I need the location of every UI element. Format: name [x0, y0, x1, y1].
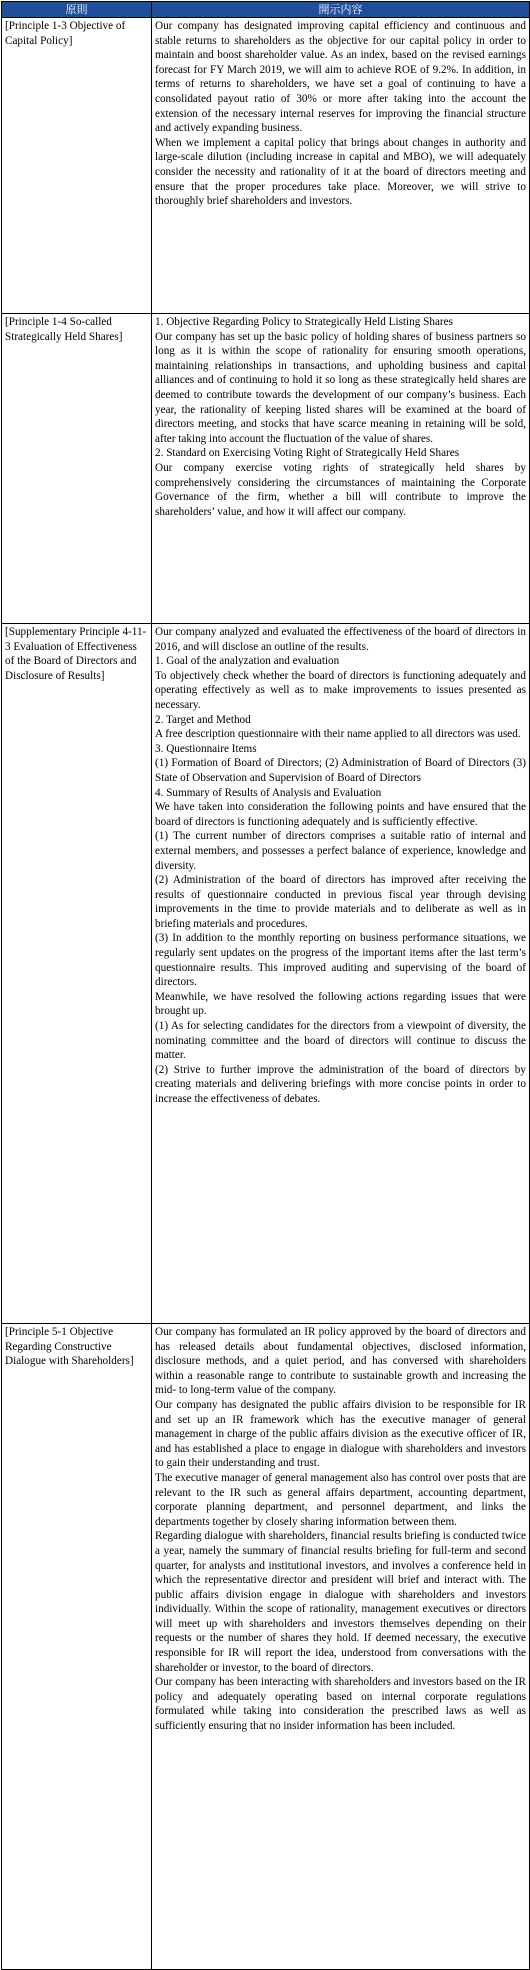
- disclosure-cell: [152, 624, 530, 1324]
- paragraph: (1) As for selecting candidates for the directors from a viewpoint of diversity, the nominating committee and the board of directors will continue to discuss the matter.: [155, 1020, 526, 1062]
- paragraph: A free description questionnaire with their name applied to all directors was used.: [155, 728, 521, 741]
- paragraph: Our company has designated the public affairs division to be responsible for IR and set up an IR framework which has the executive manager of general management in charge of the public affairs division as the executive officer of IR, and has established a place to engage in dialogue with shareholders and investors to gain their understanding and trust.: [155, 1398, 526, 1470]
- paragraph: Our company has designated improving capital efficiency and continuous and stable returns to shareholders as the objective for our capital policy in order to maintain and boost shareholder value. As an index, based on the revised earnings forecast for FY March 2019, we will aim to achieve ROE of 9.2%. In addition, in terms of returns to shareholders, we have set a goal of continuing to have a consolidated payout ratio of 30% or more after taking into the account the extension of the necessary internal reserves for improving the financial structure and actively expanding business.: [155, 20, 526, 135]
- paragraph: The executive manager of general management also has control over posts that are relevant to the IR such as general affairs department, accounting department, corporate planning department, and personnel department, and links the departments together by closely sharing information between them.: [155, 1471, 526, 1528]
- paragraph: Regarding dialogue with shareholders, financial results briefing is conducted twice a year, namely the summary of financial results briefing for full-term and second quarter, for analysts and institutional investors, and involves a conference held in which the representative director and president will brief and interact with. The public affairs division engage in dialogue with shareholders and investors individually. Within the scope of rationality, management executives or directors will meet up with shareholders and investors themselves depending on their requests or the number of shares they hold. If deemed necessary, the executive responsible for IR will report the idea, understood from conversations with the shareholder or investor, to the board of directors.: [155, 1530, 526, 1674]
- principle-cell: [Principle 1-3 Objective of Capital Policy]: [2, 18, 152, 314]
- paragraph: Our company analyzed and evaluated the effectiveness of the board of directors in 2016, and will disclose an outline of the results.: [155, 626, 526, 653]
- principle-cell: [Principle 1-4 So-called Strategically Held Shares]: [2, 314, 152, 624]
- disclosure-cell: [152, 314, 530, 624]
- table-row: [2, 314, 530, 624]
- paragraph: (1) The current number of directors comprises a suitable ratio of internal and external members, and possesses a perfect balance of experience, knowledge and diversity.: [155, 830, 526, 872]
- paragraph: Our company has been interacting with shareholders and investors based on the IR policy and adequately operating based on internal corporate regulations formulated while taking into consideration the prescribed laws as well as sufficiently ensuring that no insider information has been included.: [155, 1676, 526, 1733]
- paragraph: (2) Strive to further improve the administration of the board of directors by creating materials and delivering briefings with more concise points in order to increase the effectiveness of debates.: [155, 1063, 526, 1105]
- paragraph: Our company has set up the basic policy of holding shares of business partners so long as it is within the scope of rationality for ensuring smooth operations, maintaining relationships in transactions, and upholding business and capital alliances and of continuing to hold it so long as these strategically held shares are deemed to contribute towards the development of our company’s business. Each year, the rationality of keeping listed shares will be examined at the board of directors meeting, and stocks that have scarce meaning in retaining will be sold, after taking into account the fluctuation of the value of shares.: [155, 330, 526, 445]
- paragraph: We have taken into consideration the following points and have ensured that the board of directors is functioning adequately and is sufficiently effective.: [155, 801, 526, 828]
- principle-column-header: 原則: [2, 2, 152, 18]
- paragraph: 4. Summary of Results of Analysis and Evaluation: [155, 786, 382, 799]
- paragraph: 2. Target and Method: [155, 713, 251, 726]
- paragraph: (3) In addition to the monthly reporting on business performance situations, we regularly sent updates on the progress of the important items after the last term’s questionnaire results. This improved auditing and supervising of the board of directors.: [155, 932, 526, 989]
- paragraph: Our company has formulated an IR policy approved by the board of directors and has released details about fundamental objectives, disclosed information, disclosure methods, and a quiet period, and has conversed with shareholders within a reasonable range to contribute to sustainable growth and increasing the mid- to long-term value of the company.: [155, 1326, 526, 1397]
- paragraph: (1) Formation of Board of Directors; (2) Administration of Board of Directors (3) State of Observation and Supervision of Board of Directors: [155, 757, 526, 784]
- disclosure-cell: [152, 18, 530, 314]
- paragraph: To objectively check whether the board of directors is functioning adequately and operating effectively as well as to make improvements to issues presented as necessary.: [155, 669, 526, 711]
- paragraph: 3. Questionnaire Items: [155, 742, 257, 755]
- table-row: [2, 18, 530, 314]
- principle-cell: [Supplementary Principle 4-11-3 Evaluation of Effectiveness of the Board of Directors and Disclosure of Results]: [2, 624, 152, 1324]
- table-row: [2, 624, 530, 1324]
- paragraph: 2. Standard on Exercising Voting Right of Strategically Held Shares: [155, 447, 460, 460]
- paragraph: When we implement a capital policy that brings about changes in authority and large-scale dilution (including increase in capital and MBO), we will adequately consider the necessity and rationality of it at the board of directors meeting and ensure that the proper procedures take place. Moreover, we will strive to thoroughly brief shareholders and investors.: [155, 136, 526, 208]
- paragraph: Our company exercise voting rights of strategically held shares by comprehensively considering the circumstances of maintaining the Corporate Governance of the firm, whether a bill will contribute to improve the shareholders’ value, and how it will affect our company.: [155, 461, 526, 518]
- table-header-row: [2, 2, 530, 18]
- paragraph: Meanwhile, we have resolved the following actions regarding issues that were brought up.: [155, 990, 526, 1018]
- principle-cell: [Principle 5-1 Objective Regarding Constructive Dialogue with Shareholders]: [2, 1324, 152, 1970]
- table-row: [2, 1324, 530, 1970]
- disclosure-table: [1, 1, 530, 1970]
- paragraph: (2) Administration of the board of directors has improved after receiving the results of questionnaire conducted in previous fiscal year through devising improvements in the time to provide materials and to deliberate as well as in briefing materials and procedures.: [155, 874, 526, 930]
- paragraph: 1. Goal of the analyzation and evaluation: [155, 655, 340, 668]
- disclosure-column-header: 開示内容: [152, 2, 530, 18]
- paragraph: 1. Objective Regarding Policy to Strategically Held Listing Shares: [155, 316, 453, 328]
- disclosure-cell: [152, 1324, 530, 1970]
